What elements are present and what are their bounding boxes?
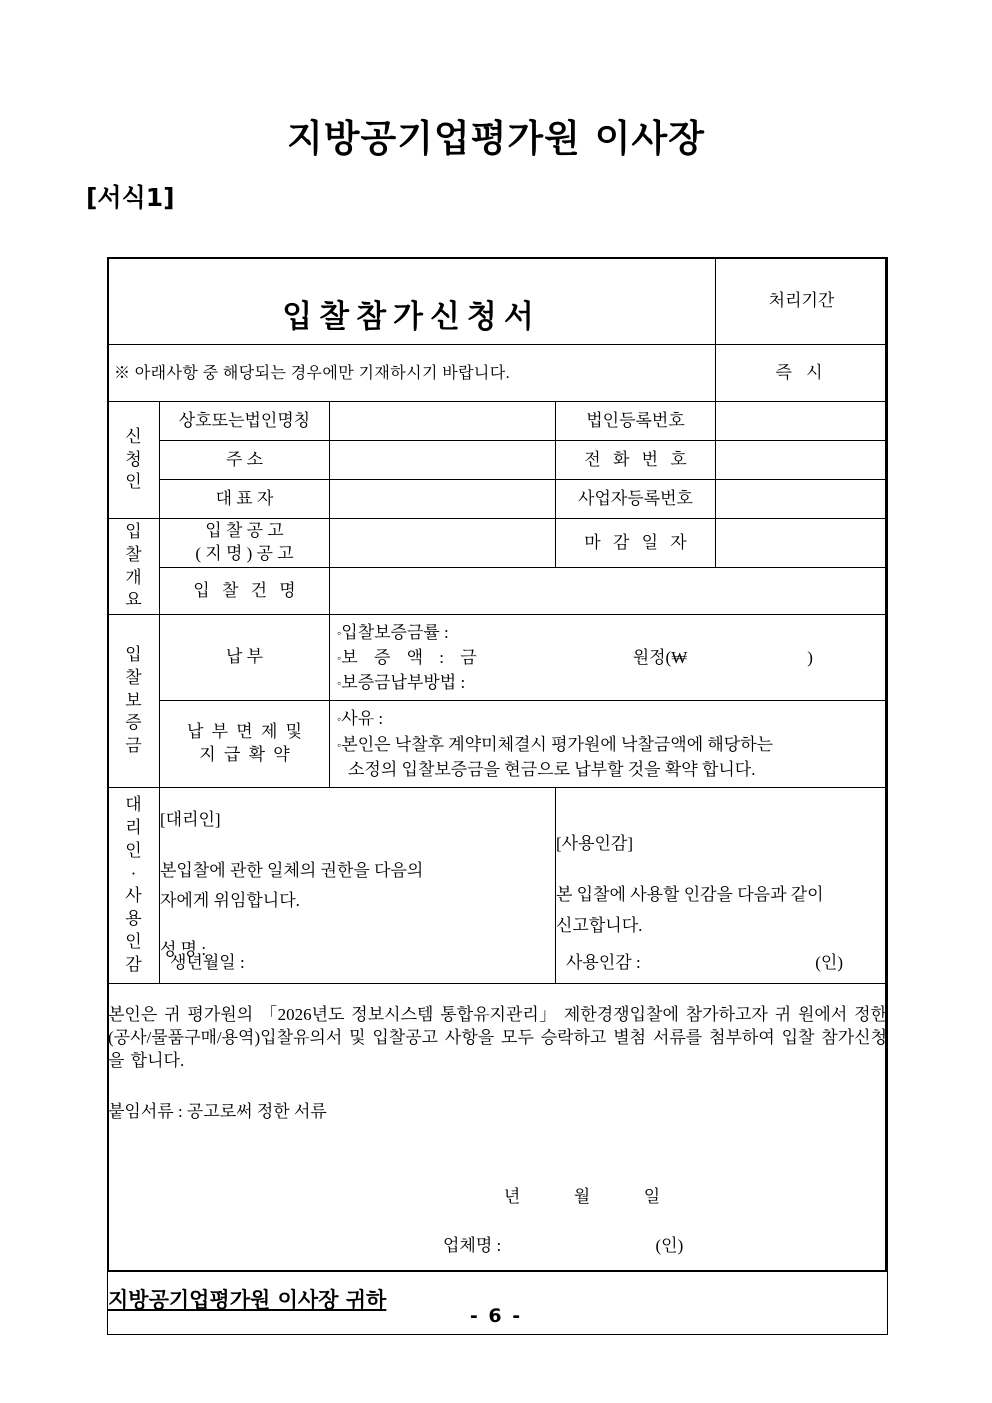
bond-amount-close: ) (807, 648, 813, 668)
form-number-label: [서식1] (86, 183, 175, 212)
bond-amount-label: 보 증 액 : 금 (341, 648, 483, 668)
phone-number-label: 전 화 번 호 (556, 441, 716, 480)
company-name-value[interactable] (330, 402, 556, 441)
company-name-label: 상호또는법인명칭 (160, 402, 330, 441)
company-seal-mark: (인) (655, 1235, 684, 1255)
bond-rate-row[interactable] (337, 620, 883, 645)
bond-payment-bullets (330, 615, 887, 700)
applicant-row-company (108, 402, 888, 441)
page-number: - 6 - (469, 1305, 523, 1327)
form-header-title-cell (108, 258, 716, 345)
circle-bullet-icon: ◦ (337, 712, 342, 727)
bid-notice-label-line1: 입 찰 공 고 (205, 521, 284, 541)
deadline-value[interactable] (716, 519, 888, 568)
bid-notice-label (160, 519, 330, 568)
circle-bullet-icon: ◦ (337, 676, 342, 691)
bid-overview-label-char-3: 개 (125, 567, 142, 587)
date-year-label: 년 (503, 1186, 522, 1206)
bid-overview-label-char-4: 요 (125, 590, 142, 610)
agent-seal-label-char-1: 대 (125, 794, 142, 814)
bid-bond-label-char-1: 입 (125, 644, 142, 664)
corporate-registration-number-value[interactable] (716, 402, 888, 441)
bid-overview-label-char-1: 입 (125, 521, 142, 541)
company-name-field-label: 업체명 : (443, 1235, 502, 1255)
applicant-row-representative (108, 480, 888, 519)
bid-application-form-table (107, 257, 888, 1335)
date-day-label: 일 (643, 1186, 662, 1206)
bond-pledge-line2-row (337, 757, 883, 782)
agent-heading: [대리인] (160, 809, 221, 829)
agent-birthdate-field[interactable]: 생년월일 : (170, 953, 245, 972)
bid-subject-value[interactable] (330, 568, 888, 615)
bond-method-row[interactable] (337, 670, 883, 695)
circle-bullet-icon: ◦ (337, 651, 342, 666)
form-title: 입찰참가신청서 (282, 299, 541, 336)
agent-block (160, 787, 556, 983)
page-title: 지방공기업평가원 이사장 (286, 117, 706, 160)
bid-overview-section-label (108, 519, 160, 615)
agent-seal-label-char-2: 리 (125, 817, 142, 837)
bond-rate-label: 입찰보증금률 : (341, 623, 449, 642)
business-registration-number-label: 사업자등록번호 (556, 480, 716, 519)
form-note: ※ 아래사항 중 해당되는 경우에만 기재하시기 바랍니다. (114, 365, 511, 383)
bond-payment-label: 납 부 (160, 615, 330, 701)
applicant-section-label-char-2: 청 (125, 449, 142, 469)
bid-bond-label-char-4: 증 (125, 713, 142, 733)
seal-field-row[interactable] (566, 952, 879, 975)
bid-notice-value[interactable] (330, 519, 556, 568)
bid-bond-label-char-2: 찰 (125, 667, 142, 687)
agent-seal-label-char-7: 인 (125, 932, 142, 952)
bid-bond-row-exemption (108, 701, 888, 787)
corporate-registration-number-label: 법인등록번호 (556, 402, 716, 441)
declaration-company-row[interactable] (108, 1235, 887, 1258)
representative-label: 대 표 자 (160, 480, 330, 519)
seal-statement-line2: 신고합니다. (556, 915, 643, 935)
bond-pledge-line1: 본인은 낙찰후 계약미체결시 평가원에 낙찰금액에 해당하는 (341, 734, 774, 754)
bond-exemption-label-line1: 납 부 면 제 및 (186, 722, 305, 742)
bond-amount-row[interactable] (337, 645, 883, 670)
address-value[interactable] (330, 441, 556, 480)
bond-method-label: 보증금납부방법 : (341, 673, 466, 693)
agent-name-field[interactable]: 성 명 : (160, 940, 207, 960)
seal-statement-line1: 본 입찰에 사용할 인감을 다음과 같이 (556, 884, 824, 904)
form-header-row (108, 258, 888, 345)
bid-overview-row-notice (108, 519, 888, 568)
bid-bond-row-payment (108, 615, 888, 701)
bond-reason-row[interactable] (337, 706, 883, 731)
phone-number-value[interactable] (716, 441, 888, 480)
bid-bond-label-char-3: 보 (125, 690, 142, 710)
bid-bond-section-label (108, 615, 160, 788)
processing-period-value: 즉 시 (716, 345, 888, 402)
agent-seal-label-char-8: 감 (125, 955, 142, 975)
agent-statement-line2: 자에게 위임합니다. (160, 891, 300, 911)
agent-seal-label-char-3: 인 (125, 840, 142, 860)
applicant-section-label-char-3: 인 (125, 472, 142, 492)
bond-reason-label: 사유 : (341, 709, 384, 729)
bond-amount-suffix: 원정(₩ (632, 648, 688, 668)
agent-statement-line1: 본입찰에 관한 일체의 권한을 다음의 (160, 860, 424, 880)
agent-seal-section-label (108, 787, 160, 983)
date-month-label: 월 (573, 1186, 592, 1206)
declaration-block (108, 983, 888, 1334)
agent-seal-label-char-6: 용 (125, 909, 142, 929)
bond-exemption-fields-cell (330, 701, 888, 787)
bid-notice-label-line2: ( 지 명 ) 공 고 (195, 544, 294, 563)
declaration-paragraph: 본인은 귀 평가원의 「2026년도 정보시스템 통합유지관리」 제한경쟁입찰에 참가하고자 귀 원에서 정한 (공사/물품구매/용역)입찰유의서 및 입찰공고 사항을 모두 승락하고 별첨 서류를 첨부하여 입찰 참가신청을 합니다. (108, 1004, 887, 1070)
bond-payment-fields-cell (330, 615, 888, 701)
form-note-cell (108, 345, 716, 402)
bond-exemption-label-line2: 지 급 확 약 (199, 745, 292, 765)
bid-overview-label-char-2: 찰 (125, 544, 142, 564)
business-registration-number-value[interactable] (716, 480, 888, 519)
bid-bond-label-char-5: 금 (125, 736, 142, 756)
bid-subject-label: 입 찰 건 명 (160, 568, 330, 615)
bond-pledge-line2: 소정의 입찰보증금을 현금으로 납부할 것을 확약 합니다. (348, 759, 756, 779)
seal-field-label: 사용인감 : (566, 953, 641, 972)
form-note-row (108, 345, 888, 402)
declaration-row (108, 983, 888, 1334)
agent-seal-row (108, 787, 888, 983)
bond-exemption-bullets (330, 701, 887, 786)
applicant-section-label-char-1: 신 (125, 426, 142, 446)
bond-exemption-label (160, 701, 330, 787)
bond-pledge-row (337, 732, 883, 757)
agent-seal-label-char-4: · (130, 863, 137, 883)
representative-value[interactable] (330, 480, 556, 519)
address-label: 주 소 (160, 441, 330, 480)
seal-stamp-mark: (인) (815, 953, 843, 972)
processing-period-label: 처리기간 (716, 258, 888, 345)
seal-heading: [사용인감] (556, 834, 634, 854)
applicant-row-address (108, 441, 888, 480)
circle-bullet-icon: ◦ (337, 626, 342, 640)
bid-overview-row-subject (108, 568, 888, 615)
declaration-date-row[interactable] (108, 1186, 887, 1209)
seal-block (556, 787, 888, 983)
circle-bullet-icon: ◦ (337, 737, 342, 752)
declaration-attachment: 붙임서류 : 공고로써 정한 서류 (108, 1101, 327, 1121)
declaration-addressee: 지방공기업평가원 이사장 귀하 (108, 1287, 387, 1312)
applicant-section-label (108, 402, 160, 519)
deadline-label: 마 감 일 자 (556, 519, 716, 568)
agent-seal-label-char-5: 사 (125, 886, 142, 906)
